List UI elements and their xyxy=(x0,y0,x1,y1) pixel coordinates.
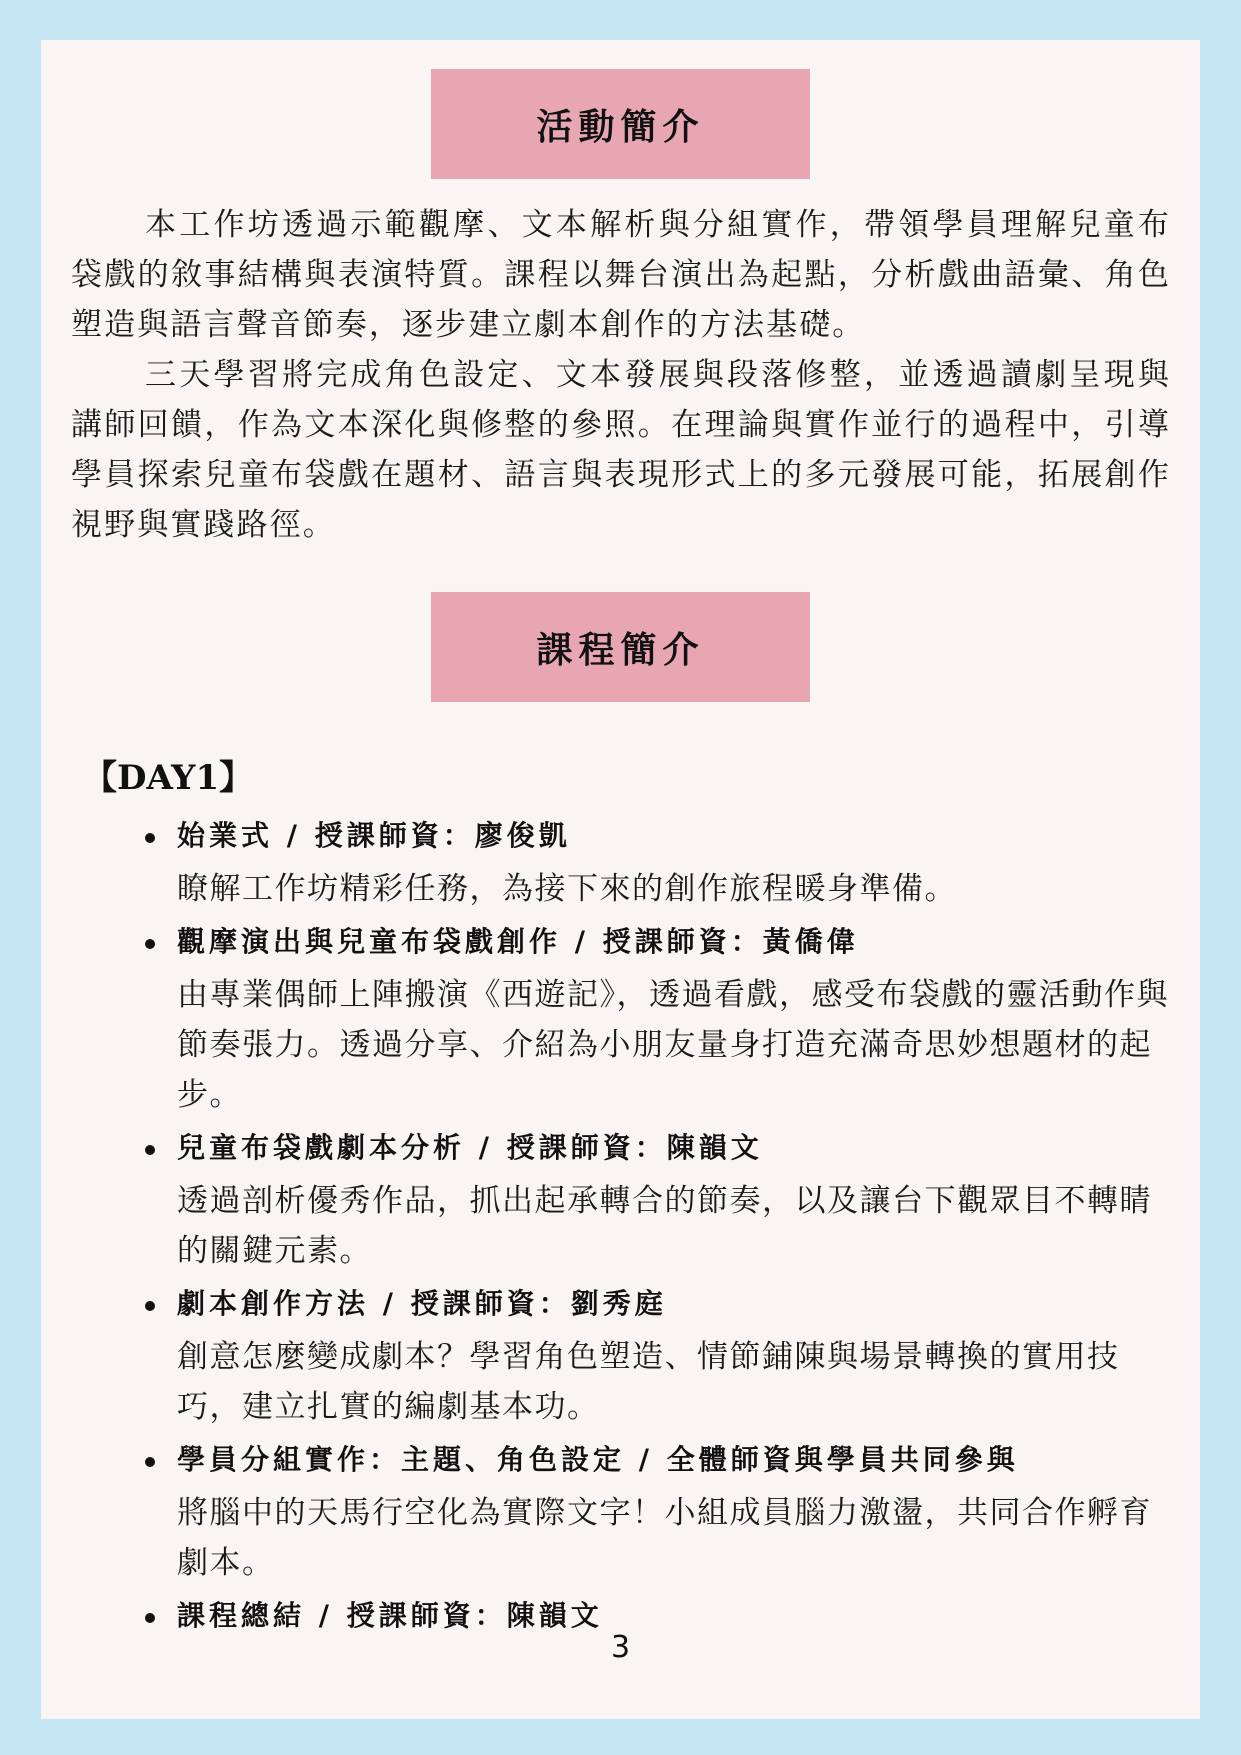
bullet-icon xyxy=(145,1457,155,1467)
bullet-icon xyxy=(145,1301,155,1311)
activity-intro-body xyxy=(71,200,1171,550)
bullet-icon xyxy=(145,833,155,843)
bullet-icon xyxy=(145,1145,155,1155)
course-item-description: 將腦中的天馬行空化為實際文字！小組成員腦力激盪，共同合作孵育劇本。 xyxy=(177,1495,1152,1581)
course-item xyxy=(137,1128,1177,1276)
course-item-description: 透過剖析優秀作品，抓出起承轉合的節奏，以及讓台下觀眾目不轉睛的關鍵元素。 xyxy=(177,1183,1152,1269)
course-item-title: 兒童布袋戲劇本分析 / 授課師資：陳韻文 xyxy=(177,1131,763,1164)
course-item-title: 始業式 / 授課師資：廖俊凱 xyxy=(177,819,571,852)
course-item xyxy=(137,816,1177,914)
activity-intro-heading: 活動簡介 xyxy=(431,69,810,179)
course-item-title: 學員分組實作：主題、角色設定 / 全體師資與學員共同參與 xyxy=(177,1443,1019,1476)
intro-paragraph-1: 本工作坊透過示範觀摩、文本解析與分組實作，帶領學員理解兒童布袋戲的敘事結構與表演特質。課程以舞台演出為起點，分析戲曲語彙、角色塑造與語言聲音節奏，逐步建立劇本創作的方法基礎。 xyxy=(71,207,1171,343)
course-item-description: 瞭解工作坊精彩任務，為接下來的創作旅程暖身準備。 xyxy=(177,871,957,907)
course-item-description: 創意怎麼變成劇本？學習角色塑造、情節鋪陳與場景轉換的實用技巧，建立扎實的編劇基本功。 xyxy=(177,1339,1120,1425)
bullet-icon xyxy=(145,939,155,949)
intro-paragraph-2: 三天學習將完成角色設定、文本發展與段落修整，並透過讀劇呈現與講師回饋，作為文本深化與修整的參照。在理論與實作並行的過程中，引導學員探索兒童布袋戲在題材、語言與表現形式上的多元發展可能，拓展創作視野與實踐路徑。 xyxy=(71,357,1171,543)
course-item xyxy=(137,922,1177,1120)
page-number: 3 xyxy=(610,1630,631,1665)
bullet-icon xyxy=(145,1613,155,1623)
course-list xyxy=(137,816,1177,1644)
course-item-title: 劇本創作方法 / 授課師資：劉秀庭 xyxy=(177,1287,667,1320)
document-page xyxy=(41,40,1200,1719)
course-item-title: 課程總結 / 授課師資：陳韻文 xyxy=(177,1599,603,1632)
course-item xyxy=(137,1440,1177,1588)
course-item-title: 觀摩演出與兒童布袋戲創作 / 授課師資：黃僑偉 xyxy=(177,925,859,958)
course-item xyxy=(137,1284,1177,1432)
course-intro-heading: 課程簡介 xyxy=(431,592,810,702)
day-label: 【DAY1】 xyxy=(83,758,254,798)
course-item-description: 由專業偶師上陣搬演《西遊記》，透過看戲，感受布袋戲的靈活動作與節奏張力。透過分享、介紹為小朋友量身打造充滿奇思妙想題材的起步。 xyxy=(177,977,1169,1113)
